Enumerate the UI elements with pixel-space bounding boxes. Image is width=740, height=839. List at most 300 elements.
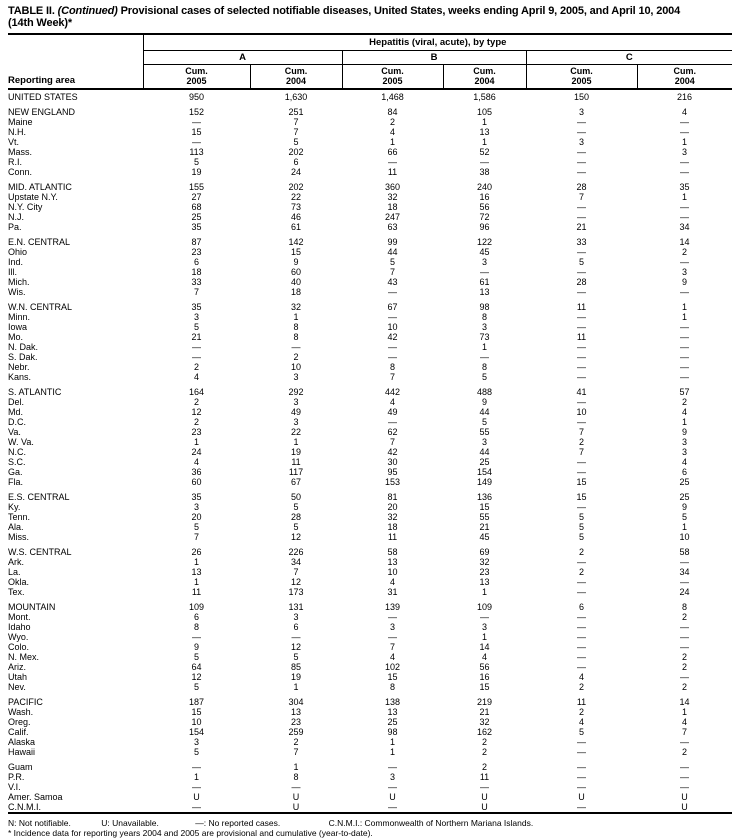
- value-cell: 10: [387, 567, 398, 577]
- table-row: [8, 632, 732, 642]
- value-cell: 3: [481, 322, 487, 332]
- value-cell: —: [577, 417, 586, 427]
- value-cell: —: [192, 342, 201, 352]
- value-cell: 4: [682, 457, 688, 467]
- value-cell: 226: [288, 547, 304, 557]
- value-cell: 31: [387, 587, 398, 597]
- value-cell: 55: [479, 512, 490, 522]
- value-cell: 7: [293, 747, 299, 757]
- reporting-area-cell: Calif.: [8, 727, 29, 737]
- value-cell: 69: [479, 547, 490, 557]
- value-cell: 98: [387, 727, 398, 737]
- value-cell: 35: [191, 222, 202, 232]
- value-cell: 55: [479, 427, 490, 437]
- value-cell: 2: [481, 747, 487, 757]
- value-cell: 24: [679, 587, 690, 597]
- value-cell: 1: [293, 437, 299, 447]
- table-row: [8, 89, 732, 102]
- value-cell: 26: [191, 547, 202, 557]
- reporting-area-cell: Kans.: [8, 372, 32, 382]
- table-row: [8, 467, 732, 477]
- value-cell: 61: [479, 277, 490, 287]
- value-cell: 131: [288, 602, 304, 612]
- value-cell: 1: [481, 117, 487, 127]
- table-row: [8, 522, 732, 532]
- value-cell: 58: [679, 547, 690, 557]
- table-row: [8, 147, 732, 157]
- value-cell: U: [389, 792, 396, 802]
- value-cell: 142: [288, 237, 304, 247]
- value-cell: 15: [479, 502, 490, 512]
- reporting-area-cell: N.C.: [8, 447, 26, 457]
- table-row: [8, 597, 732, 612]
- value-cell: —: [680, 202, 690, 212]
- value-cell: —: [480, 267, 489, 277]
- value-cell: 15: [290, 247, 301, 257]
- value-cell: 7: [293, 127, 299, 137]
- value-cell: 25: [479, 457, 490, 467]
- reporting-area-cell: Ariz.: [8, 662, 26, 672]
- reporting-area-cell: W.S. CENTRAL: [8, 547, 72, 557]
- value-cell: —: [577, 557, 586, 567]
- value-cell: 1: [682, 192, 688, 202]
- value-cell: U: [292, 802, 300, 812]
- value-cell: 3: [193, 737, 199, 747]
- reporting-area-cell: Va.: [8, 427, 21, 437]
- table-row: [8, 707, 732, 717]
- table-row: [8, 622, 732, 632]
- table-title-continued: (Continued): [57, 5, 118, 17]
- value-cell: 13: [191, 567, 202, 577]
- value-cell: 34: [290, 557, 301, 567]
- table-row: [8, 192, 732, 202]
- group-b-label: B: [342, 51, 526, 65]
- value-cell: —: [291, 632, 301, 642]
- value-cell: —: [680, 332, 690, 342]
- value-cell: 1,586: [473, 92, 496, 102]
- value-cell: —: [388, 762, 397, 772]
- value-cell: 1: [389, 137, 395, 147]
- value-cell: —: [577, 457, 586, 467]
- table-row: [8, 532, 732, 542]
- value-cell: —: [192, 117, 201, 127]
- value-cell: 44: [387, 247, 398, 257]
- value-cell: 57: [679, 387, 690, 397]
- reporting-area-cell: Ky.: [8, 502, 21, 512]
- value-cell: 43: [387, 277, 398, 287]
- value-cell: 81: [387, 492, 398, 502]
- table-row: [8, 247, 732, 257]
- value-cell: 1: [193, 772, 199, 782]
- table-row: [8, 542, 732, 557]
- value-cell: —: [577, 397, 586, 407]
- value-cell: —: [291, 782, 301, 792]
- value-cell: 2: [389, 117, 395, 127]
- value-cell: 96: [479, 222, 490, 232]
- reporting-area-cell: C.N.M.I.: [8, 802, 41, 812]
- value-cell: 21: [479, 522, 490, 532]
- value-cell: 1,630: [284, 92, 308, 102]
- value-cell: 18: [387, 522, 398, 532]
- table-row: [8, 672, 732, 682]
- value-cell: —: [388, 157, 397, 167]
- value-cell: —: [577, 287, 586, 297]
- value-cell: 42: [387, 447, 398, 457]
- value-cell: —: [192, 632, 201, 642]
- value-cell: 16: [479, 192, 490, 202]
- value-cell: 15: [576, 492, 587, 502]
- table-row: [8, 437, 732, 447]
- reporting-area-cell: V.I.: [8, 782, 21, 792]
- table-row: [8, 382, 732, 397]
- value-cell: 5: [293, 137, 299, 147]
- value-cell: 13: [387, 557, 398, 567]
- reporting-area-cell: S.C.: [8, 457, 26, 467]
- value-cell: 15: [479, 682, 490, 692]
- reporting-area-cell: Wash.: [8, 707, 34, 717]
- reporting-area-cell: Ga.: [8, 467, 23, 477]
- value-cell: —: [577, 352, 586, 362]
- value-cell: 5: [193, 322, 199, 332]
- value-cell: 32: [387, 192, 398, 202]
- value-cell: 4: [193, 372, 199, 382]
- reporting-area-cell: P.R.: [8, 772, 25, 782]
- value-cell: 4: [389, 127, 395, 137]
- value-cell: 18: [290, 287, 301, 297]
- col-header-c-2004: Cum. 2004: [637, 65, 732, 90]
- value-cell: —: [577, 622, 586, 632]
- value-cell: 23: [479, 567, 490, 577]
- table-row: [8, 277, 732, 287]
- reporting-area-cell: S. Dak.: [8, 352, 38, 362]
- value-cell: 34: [679, 222, 690, 232]
- value-cell: 14: [479, 642, 490, 652]
- value-cell: —: [388, 342, 397, 352]
- value-cell: 216: [677, 92, 693, 102]
- value-cell: 8: [682, 602, 688, 612]
- table-row: [8, 202, 732, 212]
- value-cell: 8: [389, 362, 395, 372]
- value-cell: 64: [191, 662, 202, 672]
- value-cell: 3: [682, 437, 688, 447]
- value-cell: 56: [479, 202, 490, 212]
- value-cell: 5: [193, 747, 199, 757]
- value-cell: 3: [682, 447, 688, 457]
- value-cell: 950: [188, 92, 205, 102]
- value-cell: 1: [682, 312, 688, 322]
- value-cell: 11: [479, 772, 490, 782]
- value-cell: 11: [576, 302, 587, 312]
- table-row: [8, 297, 732, 312]
- value-cell: 4: [389, 577, 395, 587]
- table-row: [8, 322, 732, 332]
- value-cell: 7: [682, 727, 688, 737]
- reporting-area-cell: Minn.: [8, 312, 31, 322]
- value-cell: 16: [479, 672, 490, 682]
- value-cell: —: [680, 762, 690, 772]
- value-cell: —: [577, 782, 586, 792]
- value-cell: —: [680, 772, 690, 782]
- value-cell: U: [292, 792, 300, 802]
- value-cell: —: [577, 212, 586, 222]
- value-cell: —: [577, 632, 586, 642]
- table-row: [8, 407, 732, 417]
- reporting-area-cell: MOUNTAIN: [8, 602, 56, 612]
- value-cell: 1: [682, 417, 688, 427]
- value-cell: 63: [387, 222, 398, 232]
- value-cell: 247: [384, 212, 401, 222]
- reporting-area-cell: Guam: [8, 762, 33, 772]
- reporting-area-cell: Miss.: [8, 532, 29, 542]
- value-cell: 3: [193, 502, 199, 512]
- group-row: [8, 51, 732, 65]
- footnotes: [8, 818, 732, 838]
- value-cell: 2: [293, 737, 299, 747]
- value-cell: 34: [679, 567, 690, 577]
- table-row: [8, 267, 732, 277]
- reporting-area-cell: Upstate N.Y.: [8, 192, 58, 202]
- value-cell: 149: [476, 477, 493, 487]
- value-cell: —: [577, 747, 586, 757]
- notifiable-diseases-table: [8, 33, 732, 814]
- value-cell: 11: [291, 457, 301, 467]
- value-cell: 3: [578, 107, 584, 117]
- value-cell: 1: [481, 137, 487, 147]
- table-row: [8, 567, 732, 577]
- reporting-area-cell: N. Dak.: [8, 342, 39, 352]
- value-cell: 117: [288, 467, 304, 477]
- value-cell: 5: [293, 652, 299, 662]
- value-cell: —: [577, 612, 586, 622]
- value-cell: —: [388, 802, 397, 812]
- value-cell: 5: [578, 522, 584, 532]
- value-cell: 99: [387, 237, 398, 247]
- value-cell: —: [680, 212, 690, 222]
- value-cell: 13: [479, 127, 490, 137]
- value-cell: 14: [679, 237, 690, 247]
- table-row: [8, 332, 732, 342]
- reporting-area-cell: N.H.: [8, 127, 26, 137]
- value-cell: 2: [578, 707, 584, 717]
- value-cell: 2: [578, 547, 584, 557]
- value-cell: —: [680, 557, 690, 567]
- value-cell: 8: [293, 772, 299, 782]
- value-cell: 150: [573, 92, 590, 102]
- table-row: [8, 757, 732, 772]
- value-cell: 13: [290, 707, 301, 717]
- value-cell: —: [388, 287, 397, 297]
- value-cell: —: [680, 352, 690, 362]
- value-cell: 20: [191, 512, 202, 522]
- value-cell: 7: [578, 192, 584, 202]
- value-cell: 1: [193, 577, 199, 587]
- value-cell: —: [680, 672, 690, 682]
- value-cell: 9: [193, 642, 199, 652]
- table-row: [8, 487, 732, 502]
- value-cell: —: [680, 577, 690, 587]
- reporting-area-cell: N. Mex.: [8, 652, 40, 662]
- legend-no-reported-cases: —: No reported cases.: [195, 818, 281, 828]
- value-cell: 109: [188, 602, 205, 612]
- value-cell: —: [680, 167, 690, 177]
- value-cell: —: [680, 127, 690, 137]
- value-cell: 113: [189, 147, 204, 157]
- value-cell: 49: [387, 407, 398, 417]
- value-cell: 1: [389, 737, 395, 747]
- value-cell: 154: [476, 467, 493, 477]
- table-title: [8, 5, 732, 29]
- value-cell: 73: [479, 332, 490, 342]
- value-cell: 18: [191, 267, 202, 277]
- value-cell: 7: [578, 427, 584, 437]
- table-row: [8, 782, 732, 792]
- value-cell: —: [577, 267, 586, 277]
- value-cell: —: [577, 642, 586, 652]
- reporting-area-cell: Colo.: [8, 642, 30, 652]
- value-cell: —: [680, 117, 690, 127]
- value-cell: 19: [290, 447, 301, 457]
- value-cell: 5: [293, 522, 299, 532]
- value-cell: 136: [476, 492, 493, 502]
- value-cell: —: [577, 587, 586, 597]
- group-a-label: A: [143, 51, 342, 65]
- value-cell: 5: [293, 502, 299, 512]
- value-cell: 105: [476, 107, 493, 117]
- reporting-area-cell: Tex.: [8, 587, 25, 597]
- value-cell: 1: [193, 437, 199, 447]
- value-cell: —: [480, 612, 489, 622]
- value-cell: 13: [479, 577, 490, 587]
- value-cell: 2: [682, 397, 688, 407]
- value-cell: 46: [290, 212, 301, 222]
- value-cell: 32: [479, 717, 490, 727]
- value-cell: 7: [578, 447, 584, 457]
- table-row: [8, 212, 732, 222]
- value-cell: U: [481, 802, 488, 812]
- value-cell: 40: [290, 277, 301, 287]
- value-cell: 28: [576, 277, 587, 287]
- reporting-area-cell: Wis.: [8, 287, 26, 297]
- value-cell: —: [291, 342, 301, 352]
- table-row: [8, 447, 732, 457]
- value-cell: —: [577, 502, 586, 512]
- reporting-area-cell: NEW ENGLAND: [8, 107, 76, 117]
- table-row: [8, 772, 732, 782]
- value-cell: 24: [290, 167, 301, 177]
- value-cell: 12: [191, 407, 202, 417]
- table-row: [8, 137, 732, 147]
- value-cell: 7: [193, 532, 199, 542]
- value-cell: 3: [389, 772, 395, 782]
- col-header-a-2004: Cum. 2004: [250, 65, 342, 90]
- value-cell: 8: [481, 362, 487, 372]
- value-cell: 4: [481, 652, 487, 662]
- value-cell: 49: [290, 407, 301, 417]
- value-cell: 3: [682, 267, 688, 277]
- group-c-label: C: [526, 51, 732, 65]
- value-cell: 38: [479, 167, 490, 177]
- value-cell: 5: [578, 257, 584, 267]
- value-cell: 87: [191, 237, 202, 247]
- value-cell: 4: [389, 652, 395, 662]
- value-cell: 7: [389, 642, 395, 652]
- value-cell: 18: [387, 202, 398, 212]
- value-cell: 139: [384, 602, 401, 612]
- footnote-incidence-note: * Incidence data for reporting years 2004 and 2005 are provisional and cumulative (year-to-date).: [8, 828, 373, 838]
- value-cell: —: [680, 622, 690, 632]
- reporting-area-cell: Pa.: [8, 222, 22, 232]
- value-cell: —: [577, 117, 586, 127]
- legend-unavailable: U: Unavailable.: [101, 818, 159, 828]
- value-cell: 12: [290, 577, 301, 587]
- value-cell: 2: [193, 362, 199, 372]
- table-row: [8, 652, 732, 662]
- table-title-label: TABLE II.: [8, 5, 55, 17]
- value-cell: —: [577, 762, 586, 772]
- reporting-area-cell: Maine: [8, 117, 33, 127]
- column-header-row: [8, 65, 732, 90]
- value-cell: 2: [481, 737, 487, 747]
- reporting-area-cell: Md.: [8, 407, 24, 417]
- legend-cnmi: C.N.M.I.: Commonwealth of Northern Mariana Islands.: [328, 818, 534, 828]
- value-cell: 6: [682, 467, 688, 477]
- value-cell: 3: [682, 147, 688, 157]
- col-header-b-2005: Cum. 2005: [342, 65, 443, 90]
- value-cell: 44: [479, 407, 490, 417]
- value-cell: —: [680, 322, 690, 332]
- table-row: [8, 167, 732, 177]
- value-cell: 35: [191, 302, 202, 312]
- value-cell: 9: [682, 277, 688, 287]
- value-cell: 1: [293, 762, 299, 772]
- value-cell: 109: [476, 602, 493, 612]
- table-row: [8, 642, 732, 652]
- table-row: [8, 127, 732, 137]
- value-cell: 187: [188, 697, 205, 707]
- value-cell: 6: [578, 602, 584, 612]
- reporting-area-cell: R.I.: [8, 157, 23, 167]
- value-cell: 5: [389, 257, 395, 267]
- value-cell: 153: [384, 477, 401, 487]
- value-cell: 67: [290, 477, 301, 487]
- reporting-area-cell: D.C.: [8, 417, 26, 427]
- value-cell: —: [577, 577, 586, 587]
- table-row: [8, 352, 732, 362]
- value-cell: 259: [288, 727, 304, 737]
- value-cell: —: [480, 782, 489, 792]
- value-cell: 35: [679, 182, 690, 192]
- value-cell: 155: [188, 182, 205, 192]
- value-cell: 102: [384, 662, 401, 672]
- value-cell: 85: [290, 662, 301, 672]
- value-cell: 2: [293, 352, 299, 362]
- value-cell: U: [681, 802, 688, 812]
- value-cell: 240: [476, 182, 493, 192]
- value-cell: 19: [290, 672, 301, 682]
- value-cell: 41: [576, 387, 587, 397]
- value-cell: 202: [288, 147, 304, 157]
- value-cell: 292: [288, 387, 304, 397]
- value-cell: 98: [479, 302, 490, 312]
- value-cell: 2: [481, 762, 487, 772]
- value-cell: 9: [293, 257, 299, 267]
- value-cell: 58: [387, 547, 398, 557]
- value-cell: —: [577, 662, 586, 672]
- value-cell: 11: [576, 697, 587, 707]
- value-cell: 7: [293, 117, 299, 127]
- reporting-area-cell: E.N. CENTRAL: [8, 237, 71, 247]
- value-cell: 2: [682, 662, 688, 672]
